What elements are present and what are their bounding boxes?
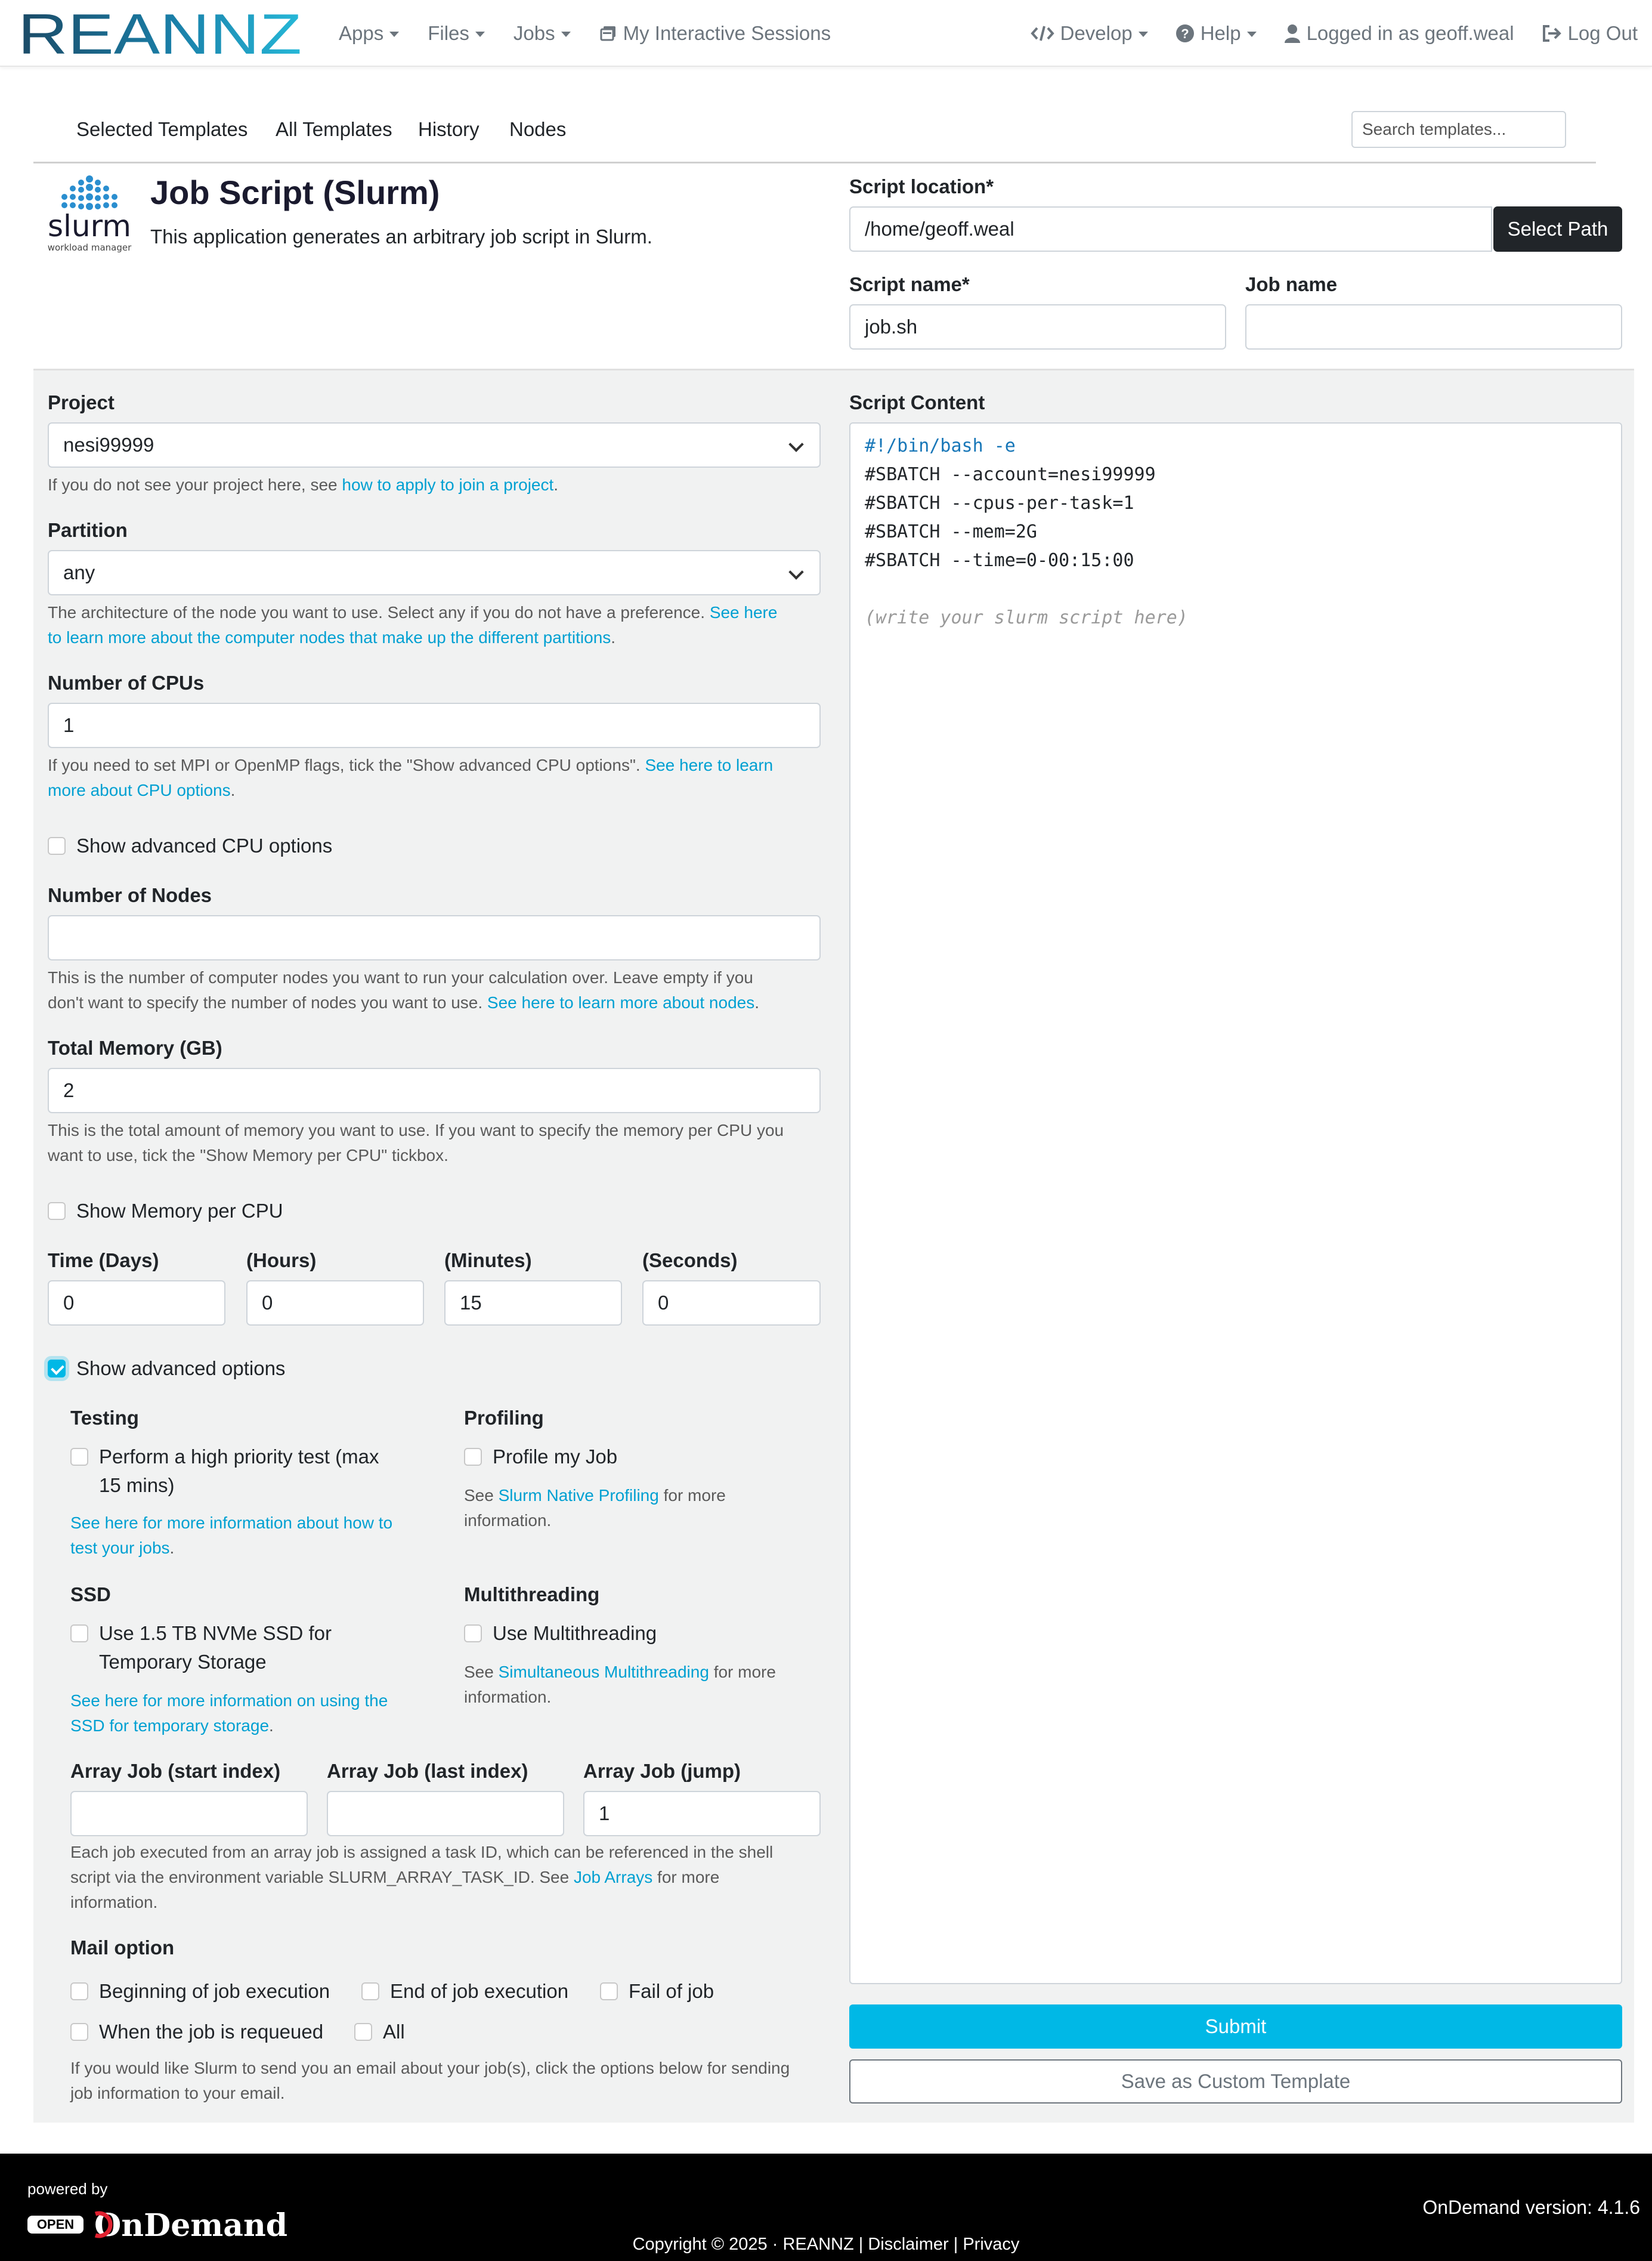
nav-logout-label: Log Out xyxy=(1567,22,1638,44)
chevron-down-icon xyxy=(788,437,803,452)
script-name-input[interactable]: job.sh xyxy=(849,304,1226,350)
ondemand-version: OnDemand version: 4.1.6 xyxy=(1422,2197,1640,2218)
cpus-input[interactable]: 1 xyxy=(48,703,821,748)
mail-begin-label: Beginning of job execution xyxy=(99,1980,330,2002)
cpus-see-here-link[interactable]: See here to learn xyxy=(645,756,774,774)
testing-label: Testing xyxy=(70,1407,139,1429)
nav-interactive-sessions-label: My Interactive Sessions xyxy=(623,22,831,44)
multithreading-help-suffix: for more xyxy=(709,1663,776,1681)
array-last-input[interactable] xyxy=(327,1791,564,1836)
test-jobs-link-line1: See here for more information about how to xyxy=(70,1513,393,1532)
multithreading-help-prefix: See xyxy=(464,1663,499,1681)
nodes-learn-more-link[interactable]: See here to learn more about nodes xyxy=(487,993,755,1012)
multithreading-checkbox-row[interactable] xyxy=(464,1619,657,1648)
array-jump-input[interactable]: 1 xyxy=(583,1791,821,1836)
chevron-down-icon xyxy=(1247,32,1257,37)
array-start-label: Array Job (start index) xyxy=(70,1760,281,1782)
partition-value: any xyxy=(63,561,95,583)
time-seconds-label: (Seconds) xyxy=(642,1249,738,1271)
tab-history[interactable]: History xyxy=(418,118,479,140)
nodes-input[interactable] xyxy=(48,915,821,960)
advanced-cpu-label: Show advanced CPU options xyxy=(76,835,333,857)
script-line: #SBATCH --time=0-00:15:00 xyxy=(865,550,1134,571)
job-arrays-link[interactable]: Job Arrays xyxy=(573,1868,653,1886)
search-templates-input[interactable] xyxy=(1351,111,1566,148)
nav-jobs[interactable] xyxy=(513,22,571,45)
nav-help-label: Help xyxy=(1200,22,1241,44)
cpus-learn-more-link[interactable]: more about CPU options xyxy=(48,781,231,799)
ssd-label: SSD xyxy=(70,1583,111,1605)
project-label: Project xyxy=(48,391,115,413)
nav-develop[interactable] xyxy=(1031,22,1148,45)
project-value: nesi99999 xyxy=(63,434,154,456)
nav-help[interactable] xyxy=(1175,22,1257,45)
chevron-down-icon xyxy=(389,32,399,37)
slurm-logo xyxy=(44,174,135,255)
ssd-check-line2: Temporary Storage xyxy=(99,1651,267,1673)
job-name-label: Job name xyxy=(1245,273,1338,295)
logout-icon xyxy=(1542,24,1562,42)
mail-fail-checkbox[interactable] xyxy=(600,1982,618,2000)
script-location-label: Script location* xyxy=(849,175,994,197)
array-last-label: Array Job (last index) xyxy=(327,1760,528,1782)
select-path-button[interactable]: Select Path xyxy=(1493,206,1622,252)
slurm-logo-text: slurm xyxy=(47,209,132,243)
nav-files-label: Files xyxy=(428,22,469,44)
script-placeholder: (write your slurm script here) xyxy=(865,607,1188,628)
script-content-label: Script Content xyxy=(849,391,985,413)
job-name-input[interactable] xyxy=(1245,304,1622,350)
save-template-button[interactable]: Save as Custom Template xyxy=(849,2059,1622,2104)
cpus-help-suffix: . xyxy=(230,781,236,799)
open-badge-text: OPEN xyxy=(36,2217,75,2232)
multithreading-label: Multithreading xyxy=(464,1583,600,1605)
mail-begin-row[interactable] xyxy=(70,1977,330,2006)
mail-all-label: All xyxy=(383,2021,405,2043)
mail-requeue-label: When the job is requeued xyxy=(99,2021,324,2043)
profiling-help-prefix: See xyxy=(464,1486,499,1505)
mail-all-checkbox[interactable] xyxy=(354,2023,372,2041)
partition-learn-more-link[interactable]: to learn more about the computer nodes that make up the different partitions xyxy=(48,628,611,647)
mail-help xyxy=(70,2056,840,2106)
test-jobs-link[interactable] xyxy=(70,1513,392,1557)
test-jobs-link-line2: test your jobs xyxy=(70,1539,170,1557)
profiling-help-suffix: for more xyxy=(658,1486,726,1505)
ssd-checkbox[interactable] xyxy=(70,1624,88,1642)
memory-help-line2: want to use, tick the "Show Memory per CPU" tickbox. xyxy=(48,1146,448,1165)
ondemand-logo-text: OnDemand xyxy=(94,2207,288,2243)
page-title: Job Script (Slurm) xyxy=(150,174,440,211)
nav-interactive-sessions[interactable] xyxy=(599,22,831,45)
ssd-check-label xyxy=(99,1619,332,1676)
cpus-help-text: If you need to set MPI or OpenMP flags, tick the "Show advanced CPU options". xyxy=(48,756,645,774)
mail-help-line2: job information to your email. xyxy=(70,2084,285,2102)
array-help-line2: script via the environment variable SLURM_ARRAY_TASK_ID. See xyxy=(70,1868,574,1886)
sessions-icon xyxy=(599,24,617,42)
memory-per-cpu-checkbox-row[interactable] xyxy=(48,1197,283,1225)
project-help xyxy=(48,472,558,498)
ssd-info-link[interactable] xyxy=(70,1691,388,1735)
memory-help-line1: This is the total amount of memory you want to use. If you want to specify the memory per CPU you xyxy=(48,1121,784,1139)
nav-logout[interactable] xyxy=(1542,22,1638,45)
memory-help xyxy=(48,1118,829,1168)
project-select[interactable] xyxy=(48,422,821,468)
help-circle-icon xyxy=(1175,24,1195,43)
nav-files[interactable] xyxy=(428,22,485,45)
reannz-logo-text: REANNZ xyxy=(18,7,302,60)
profile-job-label: Profile my Job xyxy=(493,1445,618,1468)
navbar xyxy=(0,0,1652,67)
profiling-checkbox-row[interactable] xyxy=(464,1443,617,1471)
nodes-label: Number of Nodes xyxy=(48,884,212,906)
script-line: #!/bin/bash -e xyxy=(865,435,1016,456)
chevron-down-icon xyxy=(561,32,571,37)
slurm-logo-subtext: workload manager xyxy=(47,242,132,253)
advanced-options-label: Show advanced options xyxy=(76,1357,286,1379)
mail-requeue-row[interactable] xyxy=(70,2018,323,2046)
nodes-help-suffix: . xyxy=(754,993,759,1012)
reannz-logo[interactable] xyxy=(18,7,304,60)
ssd-checkbox-row[interactable] xyxy=(70,1619,332,1676)
profile-job-checkbox[interactable] xyxy=(464,1448,482,1466)
testing-checkbox-row[interactable] xyxy=(70,1443,379,1500)
project-help-text: If you do not see your project here, see xyxy=(48,475,342,494)
advanced-cpu-checkbox-row[interactable] xyxy=(48,832,332,860)
project-help-suffix: . xyxy=(553,475,559,494)
submit-button[interactable]: Submit xyxy=(849,2004,1622,2049)
mail-end-row[interactable] xyxy=(361,1977,568,2006)
mail-requeue-checkbox[interactable] xyxy=(70,2023,88,2041)
script-name-label: Script name* xyxy=(849,273,970,295)
time-minutes-label: (Minutes) xyxy=(444,1249,532,1271)
copyright-text: Copyright © 2025 · REANNZ | Disclaimer | Privacy xyxy=(632,2235,1020,2254)
array-help-line1: Each job executed from an array job is assigned a task ID, which can be referenced in the shell xyxy=(70,1843,774,1861)
ssd-link-line1: See here for more information on using the xyxy=(70,1691,388,1710)
nav-user xyxy=(1284,22,1514,45)
nav-apps-label: Apps xyxy=(339,22,384,44)
script-location-input[interactable]: /home/geoff.weal xyxy=(849,206,1492,252)
mail-help-line1: If you would like Slurm to send you an email about your job(s), click the options below for sending xyxy=(70,2059,790,2077)
script-line: #SBATCH --account=nesi99999 xyxy=(865,464,1156,485)
advanced-options-checkbox[interactable] xyxy=(48,1360,66,1377)
profiling-label: Profiling xyxy=(464,1407,544,1429)
mail-end-label: End of job execution xyxy=(390,1980,569,2002)
footer xyxy=(0,2154,1652,2261)
time-minutes-input[interactable]: 15 xyxy=(444,1280,622,1326)
array-help-line3: information. xyxy=(70,1893,158,1911)
time-seconds-input[interactable]: 0 xyxy=(642,1280,821,1326)
memory-per-cpu-checkbox[interactable] xyxy=(48,1202,66,1220)
join-project-link[interactable]: how to apply to join a project xyxy=(342,475,554,494)
profiling-help-line2: information. xyxy=(464,1511,552,1530)
ssd-help-suffix: . xyxy=(269,1716,274,1735)
svg-text:?: ? xyxy=(1180,26,1189,41)
profiling-help xyxy=(464,1483,726,1533)
memory-per-cpu-label: Show Memory per CPU xyxy=(76,1200,283,1222)
mail-all-row[interactable] xyxy=(354,2018,405,2046)
partition-help-text: The architecture of the node you want to use. Select any if you do not have a preference. xyxy=(48,603,710,622)
time-days-label: Time (Days) xyxy=(48,1249,159,1271)
smt-link[interactable]: Simultaneous Multithreading xyxy=(498,1663,709,1681)
cpus-label: Number of CPUs xyxy=(48,672,205,694)
nav-right xyxy=(1003,0,1638,67)
nav-develop-label: Develop xyxy=(1060,22,1133,44)
array-jump-label: Array Job (jump) xyxy=(583,1760,741,1782)
multithreading-check-label: Use Multithreading xyxy=(493,1622,657,1644)
memory-label: Total Memory (GB) xyxy=(48,1037,222,1059)
mail-fail-row[interactable] xyxy=(600,1977,714,2006)
nav-jobs-label: Jobs xyxy=(513,22,555,44)
mail-fail-label: Fail of job xyxy=(629,1980,714,2002)
chevron-down-icon xyxy=(1139,32,1148,37)
array-start-input[interactable] xyxy=(70,1791,308,1836)
advanced-cpu-checkbox[interactable] xyxy=(48,837,66,855)
nav-user-label: Logged in as geoff.weal xyxy=(1306,22,1514,44)
partition-see-here-link[interactable]: See here xyxy=(709,603,778,622)
nav-apps[interactable] xyxy=(339,22,399,45)
testing-help-suffix: . xyxy=(169,1539,175,1557)
app-description: This application generates an arbitrary job script in Slurm. xyxy=(150,226,652,248)
high-priority-test-label xyxy=(99,1443,379,1500)
nodes-help-line2: don't want to specify the number of nodes you want to use. xyxy=(48,993,487,1012)
nodes-help xyxy=(48,965,829,1015)
high-priority-test-checkbox[interactable] xyxy=(70,1448,88,1466)
ssd-check-line1: Use 1.5 TB NVMe SSD for xyxy=(99,1622,332,1644)
multithreading-help-line2: information. xyxy=(464,1688,552,1706)
script-line: #SBATCH --mem=2G xyxy=(865,521,1037,542)
powered-by-text: powered by xyxy=(27,2180,108,2198)
tab-nodes[interactable]: Nodes xyxy=(509,118,567,140)
mail-end-checkbox[interactable] xyxy=(361,1982,379,2000)
partition-select[interactable] xyxy=(48,550,821,595)
high-priority-test-line1: Perform a high priority test (max xyxy=(99,1445,379,1468)
high-priority-test-line2: 15 mins) xyxy=(99,1474,175,1496)
chevron-down-icon xyxy=(475,32,485,37)
multithreading-help xyxy=(464,1660,776,1710)
script-line: #SBATCH --cpus-per-task=1 xyxy=(865,493,1134,514)
nav-left xyxy=(339,0,859,67)
tab-all-templates[interactable]: All Templates xyxy=(276,118,392,140)
partition-help xyxy=(48,600,823,650)
mail-option-label: Mail option xyxy=(70,1936,175,1959)
partition-label: Partition xyxy=(48,519,128,541)
advanced-options-checkbox-row[interactable] xyxy=(48,1354,285,1383)
user-icon xyxy=(1284,24,1301,43)
script-content-editor[interactable] xyxy=(849,422,1622,1984)
multithreading-checkbox[interactable] xyxy=(464,1624,482,1642)
ssd-link-line2: SSD for temporary storage xyxy=(70,1716,270,1735)
array-help-line2-suffix: for more xyxy=(652,1868,720,1886)
time-days-input[interactable]: 0 xyxy=(48,1280,225,1326)
cpus-help xyxy=(48,753,823,803)
array-help xyxy=(70,1840,828,1915)
partition-help-suffix: . xyxy=(611,628,616,647)
code-icon xyxy=(1031,24,1054,42)
time-hours-label: (Hours) xyxy=(246,1249,317,1271)
mail-begin-checkbox[interactable] xyxy=(70,1982,88,2000)
chevron-down-icon xyxy=(788,564,803,579)
nodes-help-line1: This is the number of computer nodes you want to run your calculation over. Leave empty if you xyxy=(48,968,753,987)
tab-selected-templates[interactable]: Selected Templates xyxy=(76,118,248,140)
time-hours-input[interactable]: 0 xyxy=(246,1280,424,1326)
memory-input[interactable]: 2 xyxy=(48,1068,821,1113)
template-tabs xyxy=(33,107,1596,163)
slurm-profiling-link[interactable]: Slurm Native Profiling xyxy=(498,1486,659,1505)
testing-help xyxy=(70,1511,392,1561)
ssd-help xyxy=(70,1688,388,1738)
